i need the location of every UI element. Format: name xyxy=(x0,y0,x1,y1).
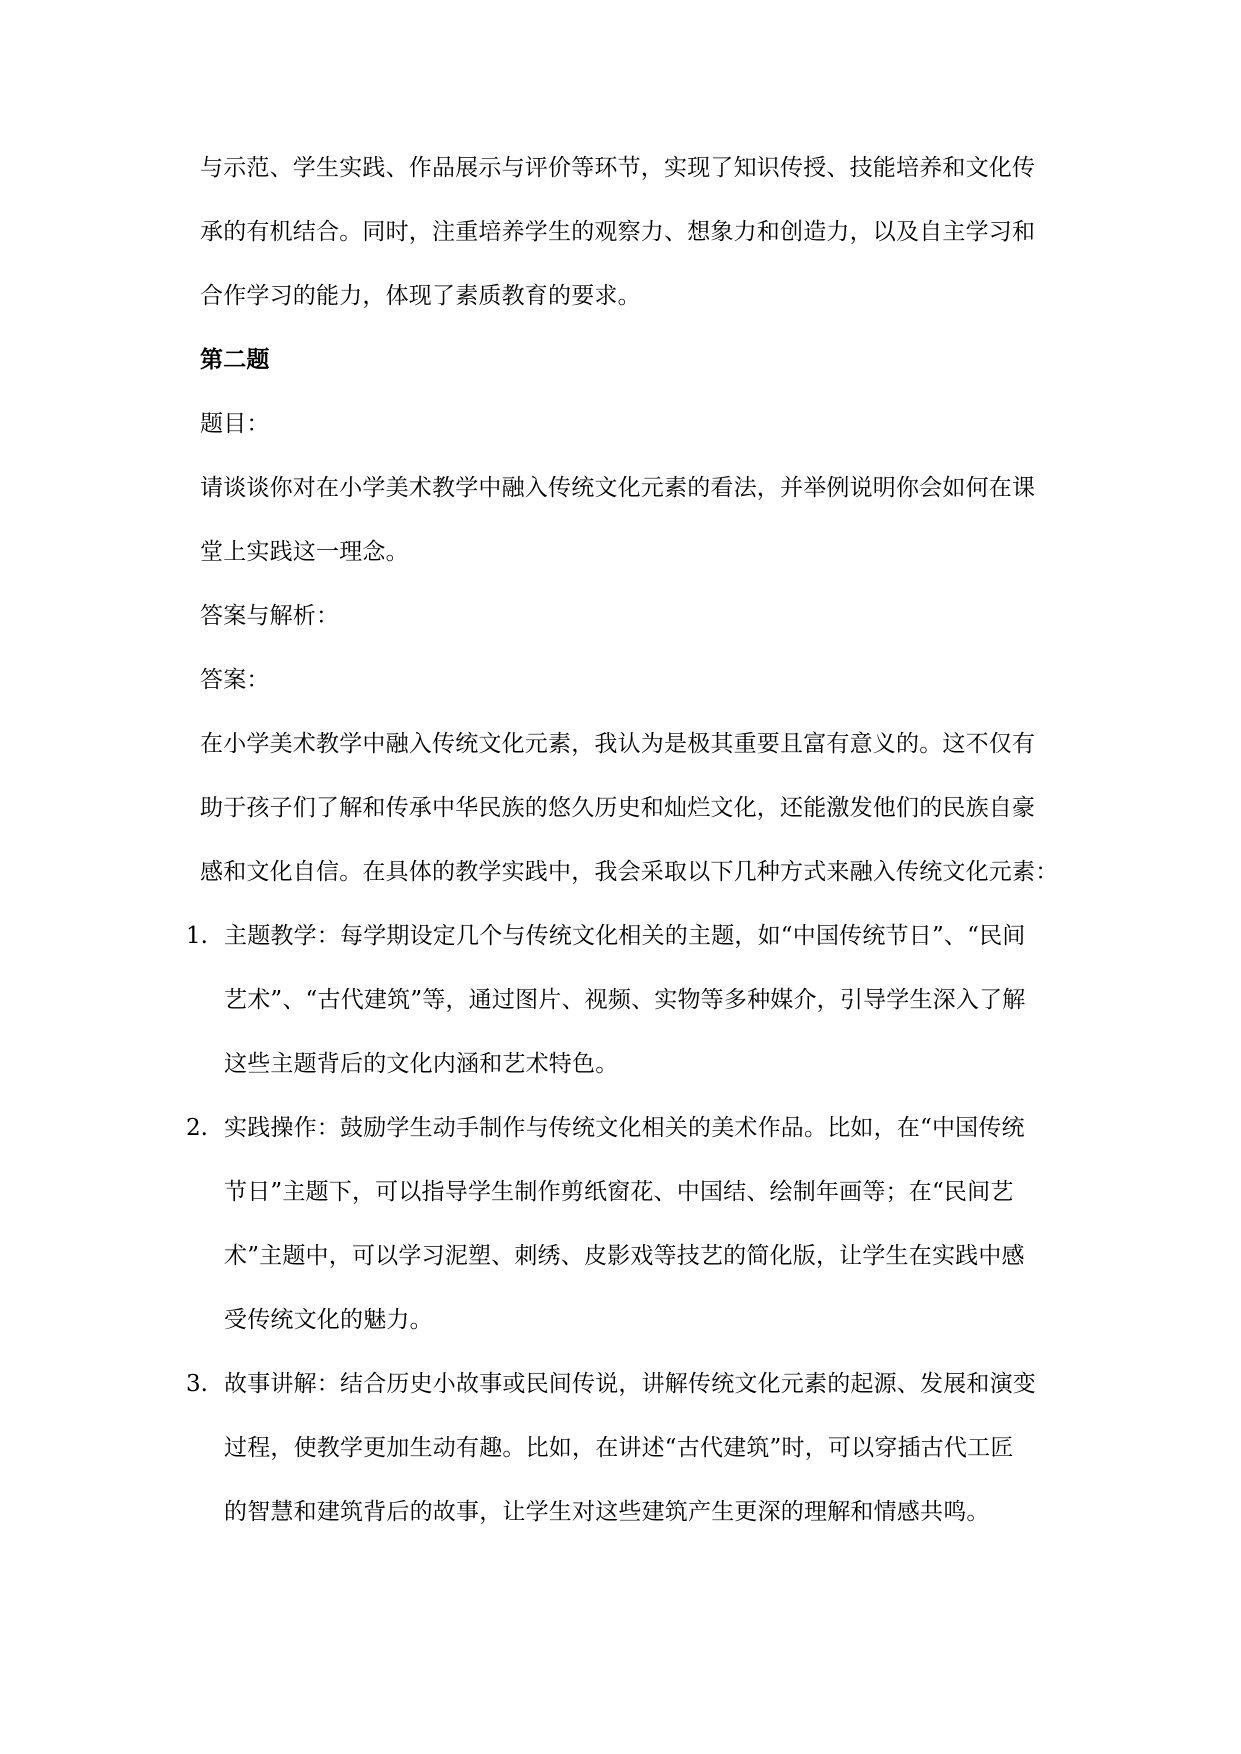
intro-line: 合作学习的能力，体现了素质教育的要求。 xyxy=(200,283,641,309)
answer-label: 答案： xyxy=(200,667,270,693)
list-number: 1. xyxy=(186,923,208,949)
document-body xyxy=(186,136,1085,1544)
list-item xyxy=(186,1352,1085,1544)
analysis-label: 答案与解析： xyxy=(200,603,340,629)
answer-paragraph xyxy=(200,712,1085,904)
intro-line: 承的有机结合。同时，注重培养学生的观察力、想象力和创造力，以及自主学习和 xyxy=(200,219,1036,245)
list-number: 3. xyxy=(186,1371,208,1397)
list-item-line: 故事讲解：结合历史小故事或民间传说，讲解传统文化元素的起源、发展和演变 xyxy=(224,1371,1036,1397)
prompt-label: 题目： xyxy=(200,411,270,437)
list-item-line: 主题教学：每学期设定几个与传统文化相关的主题，如“中国传统节日”、“民间 xyxy=(224,923,1026,949)
prompt-line: 请谈谈你对在小学美术教学中融入传统文化元素的看法，并举例说明你会如何在课 xyxy=(200,475,1036,501)
list-item xyxy=(186,1096,1085,1352)
answer-line: 助于孩子们了解和传承中华民族的悠久历史和灿烂文化，还能激发他们的民族自豪 xyxy=(200,795,1036,821)
prompt-line: 堂上实践这一理念。 xyxy=(200,539,409,565)
answer-line: 感和文化自信。在具体的教学实践中，我会采取以下几种方式来融入传统文化元素： xyxy=(200,859,1059,885)
list-item-line: 术”主题中，可以学习泥塑、刺绣、皮影戏等技艺的简化版，让学生在实践中感 xyxy=(224,1243,1025,1269)
list-item-line: 艺术”、“古代建筑”等，通过图片、视频、实物等多种媒介，引导学生深入了解 xyxy=(224,987,1026,1013)
question-heading: 第二题 xyxy=(200,346,270,373)
intro-line: 与示范、学生实践、作品展示与评价等环节，实现了知识传授、技能培养和文化传 xyxy=(200,155,1036,181)
list-item-line: 节日”主题下，可以指导学生制作剪纸窗花、中国结、绘制年画等；在“民间艺 xyxy=(224,1179,1014,1205)
answer-line: 在小学美术教学中融入传统文化元素，我认为是极其重要且富有意义的。这不仅有 xyxy=(200,731,1036,757)
numbered-list xyxy=(186,904,1085,1544)
list-item-line: 实践操作：鼓励学生动手制作与传统文化相关的美术作品。比如，在“中国传统 xyxy=(224,1115,1025,1141)
list-item xyxy=(186,904,1085,1096)
prompt-paragraph xyxy=(200,456,1085,584)
list-item-line: 这些主题背后的文化内涵和艺术特色。 xyxy=(224,1051,619,1077)
list-item-line: 的智慧和建筑背后的故事，让学生对这些建筑产生更深的理解和情感共鸣。 xyxy=(224,1499,990,1525)
list-number: 2. xyxy=(186,1115,208,1141)
intro-paragraph xyxy=(200,136,1085,328)
list-item-line: 过程，使教学更加生动有趣。比如，在讲述“古代建筑”时，可以穿插古代工匠 xyxy=(224,1435,1014,1461)
list-item-line: 受传统文化的魅力。 xyxy=(224,1307,433,1333)
